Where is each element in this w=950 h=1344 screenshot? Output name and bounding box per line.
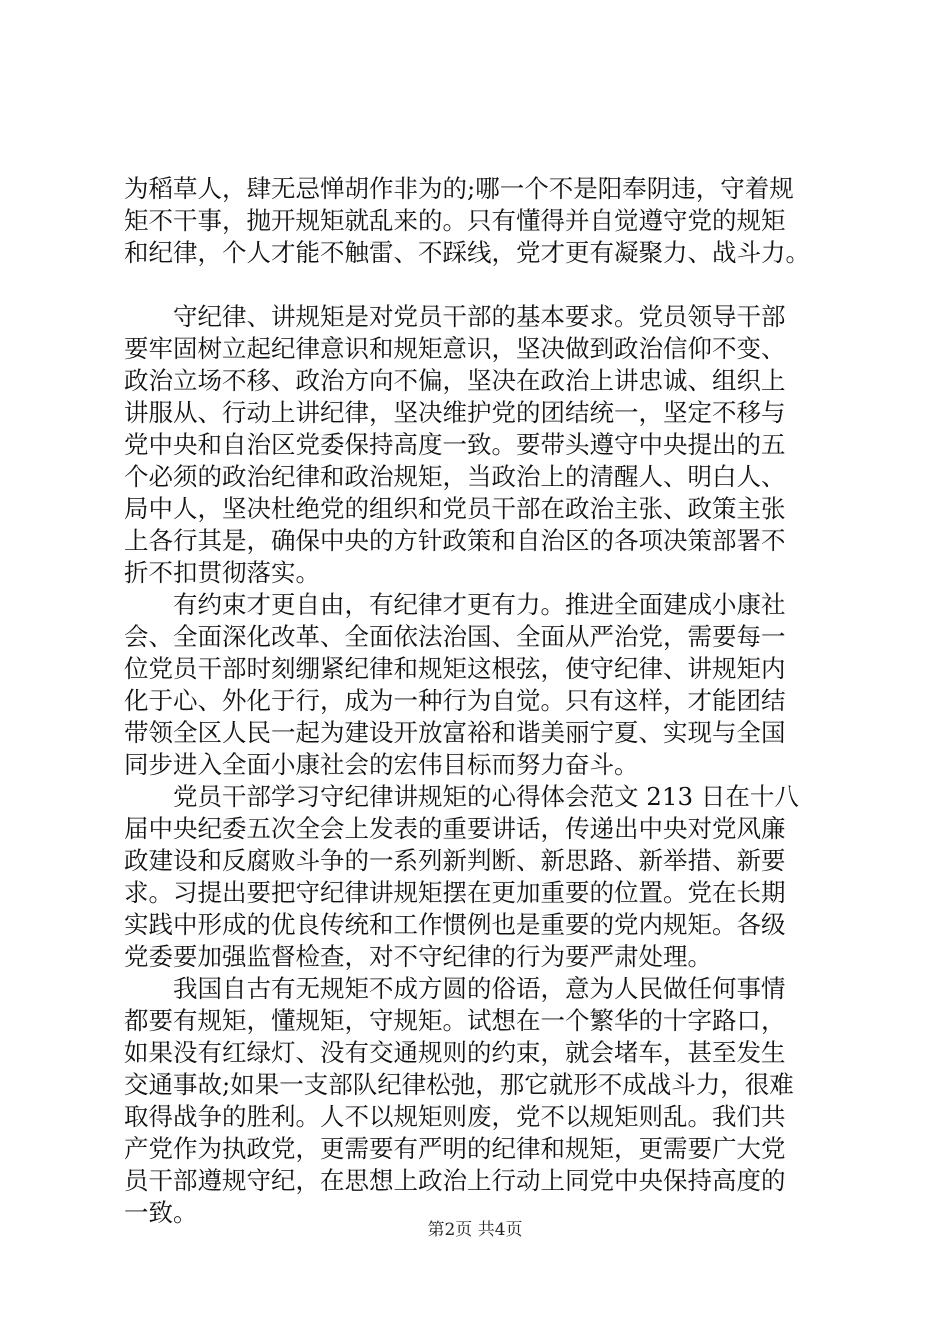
text-line: 实践中形成的优良传统和工作惯例也是重要的党内规矩。各级 bbox=[124, 910, 786, 939]
text-line: 交通事故;如果一支部队纪律松弛，那它就形不成战斗力，很难 bbox=[124, 1070, 794, 1099]
text-line: 和纪律，个人才能不触雷、不踩线，党才更有凝聚力、战斗力。 bbox=[124, 238, 810, 267]
text-line: 政治立场不移、政治方向不偏，坚决在政治上讲忠诚、组织上 bbox=[124, 366, 786, 395]
text-line: 一致。 bbox=[124, 1198, 198, 1227]
text-line: 产党作为执政党，更需要有严明的纪律和规矩，更需要广大党 bbox=[124, 1134, 786, 1163]
text-line: 化于心、外化于行，成为一种行为自觉。只有这样，才能团结 bbox=[124, 686, 786, 715]
text-line: 都要有规矩，懂规矩，守规矩。试想在一个繁华的十字路口， bbox=[124, 1006, 786, 1035]
text-line: 员干部遵规守纪，在思想上政治上行动上同党中央保持高度的 bbox=[124, 1166, 786, 1195]
paragraph-gap bbox=[124, 269, 834, 301]
text-line: 为稻草人，肆无忌惮胡作非为的;哪一个不是阳奉阴违，守着规 bbox=[124, 174, 794, 203]
text-line: 矩不干事，抛开规矩就乱来的。只有懂得并自觉遵守党的规矩 bbox=[124, 206, 786, 235]
text-line: 取得战争的胜利。人不以规矩则废，党不以规矩则乱。我们共 bbox=[124, 1102, 786, 1131]
text-line: 政建设和反腐败斗争的一系列新判断、新思路、新举措、新要 bbox=[124, 846, 786, 875]
text-line: 上各行其是，确保中央的方针政策和自治区的各项决策部署不 bbox=[124, 526, 786, 555]
text-line: 位党员干部时刻绷紧纪律和规矩这根弦，使守纪律、讲规矩内 bbox=[124, 654, 786, 683]
text-line: 守纪律、讲规矩是对党员干部的基本要求。党员领导干部 bbox=[124, 302, 786, 331]
text-line: 有约束才更自由，有纪律才更有力。推进全面建成小康社 bbox=[124, 590, 786, 619]
text-line: 讲服从、行动上讲纪律，坚决维护党的团结统一，坚定不移与 bbox=[124, 398, 786, 427]
text-line: 党员干部学习守纪律讲规矩的心得体会范文 213 日在十八 bbox=[124, 782, 799, 811]
text-line: 会、全面深化改革、全面依法治国、全面从严治党，需要每一 bbox=[124, 622, 786, 651]
text-line: 党委要加强监督检查，对不守纪律的行为要严肃处理。 bbox=[124, 942, 712, 971]
text-line: 带领全区人民一起为建设开放富裕和谐美丽宁夏、实现与全国 bbox=[124, 718, 786, 747]
text-line: 如果没有红绿灯、没有交通规则的约束，就会堵车，甚至发生 bbox=[124, 1038, 786, 1067]
page-footer: 第2页 共4页 bbox=[427, 1220, 523, 1240]
text-line: 同步进入全面小康社会的宏伟目标而努力奋斗。 bbox=[124, 750, 639, 779]
body-text bbox=[124, 173, 834, 1229]
text-line: 求。习提出要把守纪律讲规矩摆在更加重要的位置。党在长期 bbox=[124, 878, 786, 907]
text-line: 我国自古有无规矩不成方圆的俗语，意为人民做任何事情 bbox=[124, 974, 786, 1003]
text-line: 届中央纪委五次全会上发表的重要讲话，传递出中央对党风廉 bbox=[124, 814, 786, 843]
text-line: 要牢固树立起纪律意识和规矩意识，坚决做到政治信仰不变、 bbox=[124, 334, 786, 363]
text-line: 折不扣贯彻落实。 bbox=[124, 558, 320, 587]
text-line: 局中人，坚决杜绝党的组织和党员干部在政治主张、政策主张 bbox=[124, 494, 786, 523]
text-line: 党中央和自治区党委保持高度一致。要带头遵守中央提出的五 bbox=[124, 430, 786, 459]
text-line: 个必须的政治纪律和政治规矩，当政治上的清醒人、明白人、 bbox=[124, 462, 786, 491]
